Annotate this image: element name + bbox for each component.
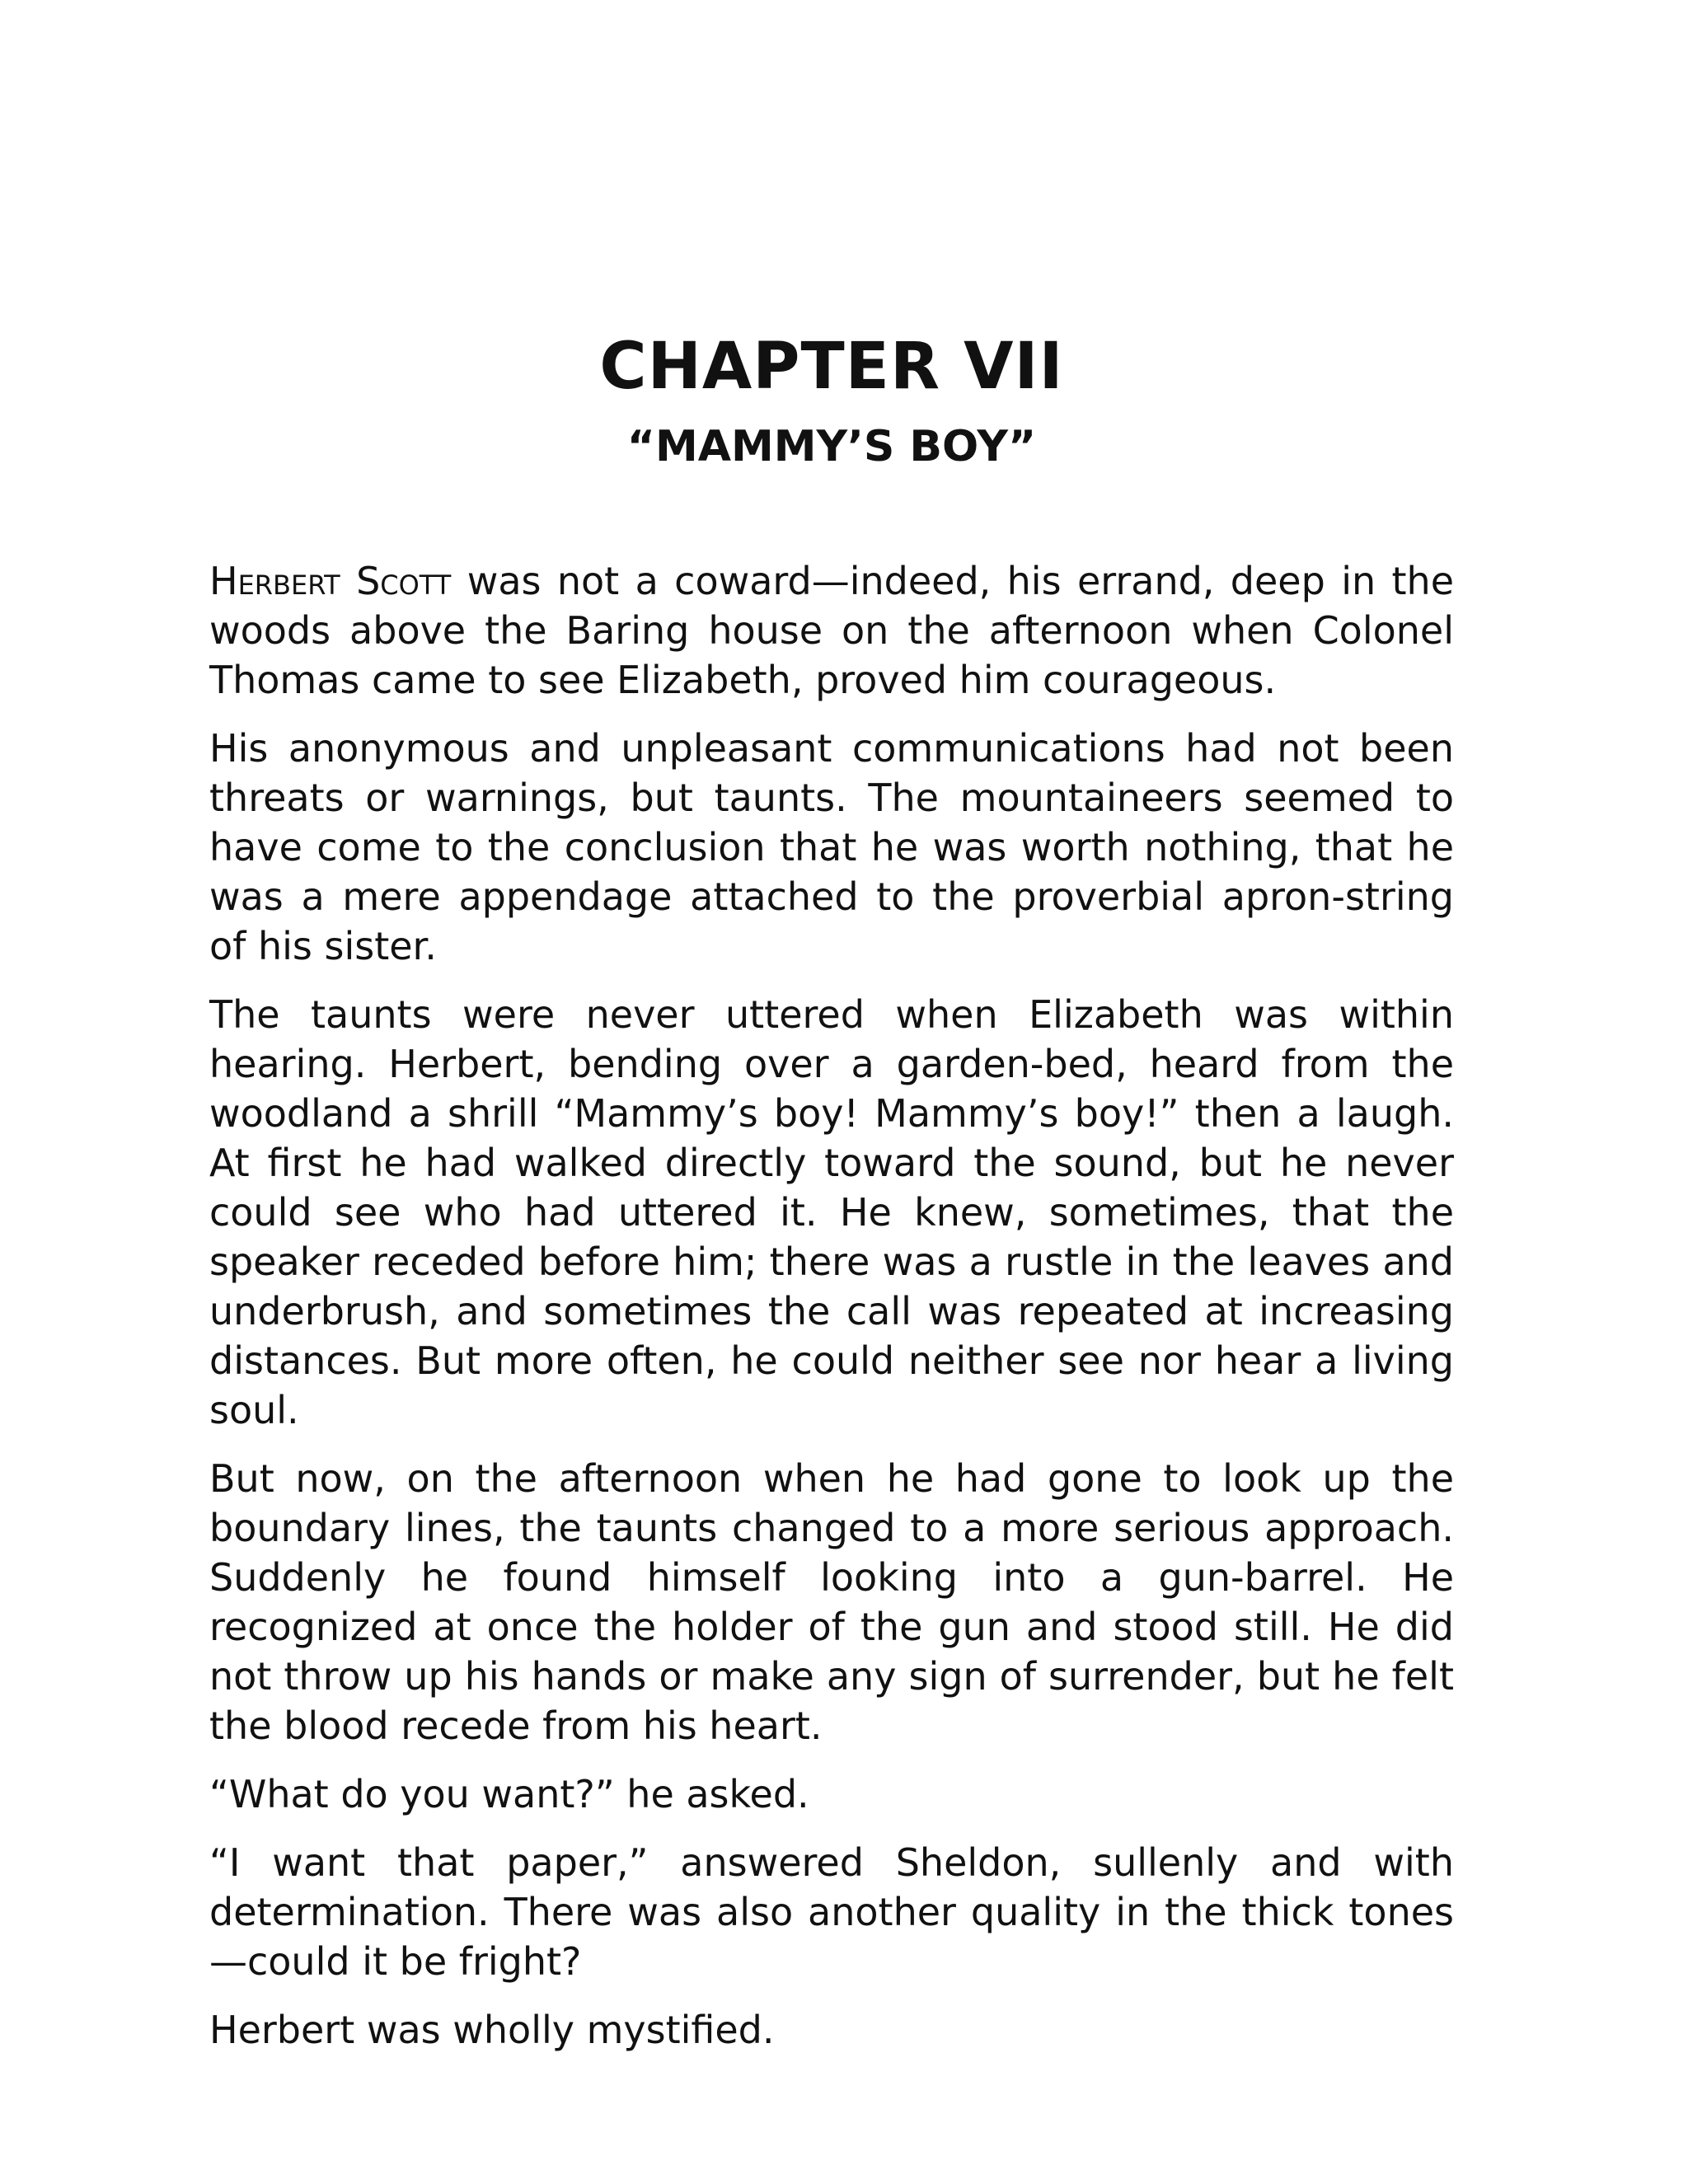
paragraph-1-text: was not a coward—indeed, his errand, deep in the woods above the Baring house on the afternoon when Colonel Thomas came to see Elizabeth, proved him courageous. [209,559,1454,702]
paragraph-7: Herbert was wholly mystified. [209,2008,775,2052]
lead-name-first: Herbert [209,559,340,603]
paragraph-1 [209,556,1454,705]
paragraph-4: But now, on the afternoon when he had gone to look up the boundary lines, the taunts changed to a more serious approach. Suddenly he found himself looking into a gun-barrel. He recognized at once the holder of the gun and stood still. He did not throw up his hands or make any sign of surrender, but he felt the blood recede from his heart. [209,1456,1454,1748]
lead-name-second: Scott [356,559,452,603]
book-page [209,326,1454,2074]
chapter-body [209,556,1454,2055]
paragraph-6: “I want that paper,” answered Sheldon, sullenly and with determination. There was also another quality in the thick tones—could it be fright? [209,1840,1454,1984]
chapter-subtitle: “MAMMY’S BOY” [626,422,1037,471]
paragraph-3: The taunts were never uttered when Elizabeth was within hearing. Herbert, bending over a garden-bed, heard from the woodland a shrill “Mammy’s boy! Mammy’s boy!” then a laugh. At first he had walked directly toward the sound, but he never could see who had uttered it. He knew, sometimes, that the speaker receded before him; there was a rustle in the leaves and underbrush, and sometimes the call was repeated at increasing distances. But more often, he could neither see nor hear a living soul. [209,992,1454,1432]
paragraph-2: His anonymous and unpleasant communications had not been threats or warnings, but taunts. The mountaineers seemed to have come to the conclusion that he was worth nothing, that he was a mere appendage attached to the proverbial apron-string of his sister. [209,726,1454,968]
paragraph-5: “What do you want?” he asked. [209,1772,809,1816]
chapter-title: CHAPTER VII [599,330,1064,404]
